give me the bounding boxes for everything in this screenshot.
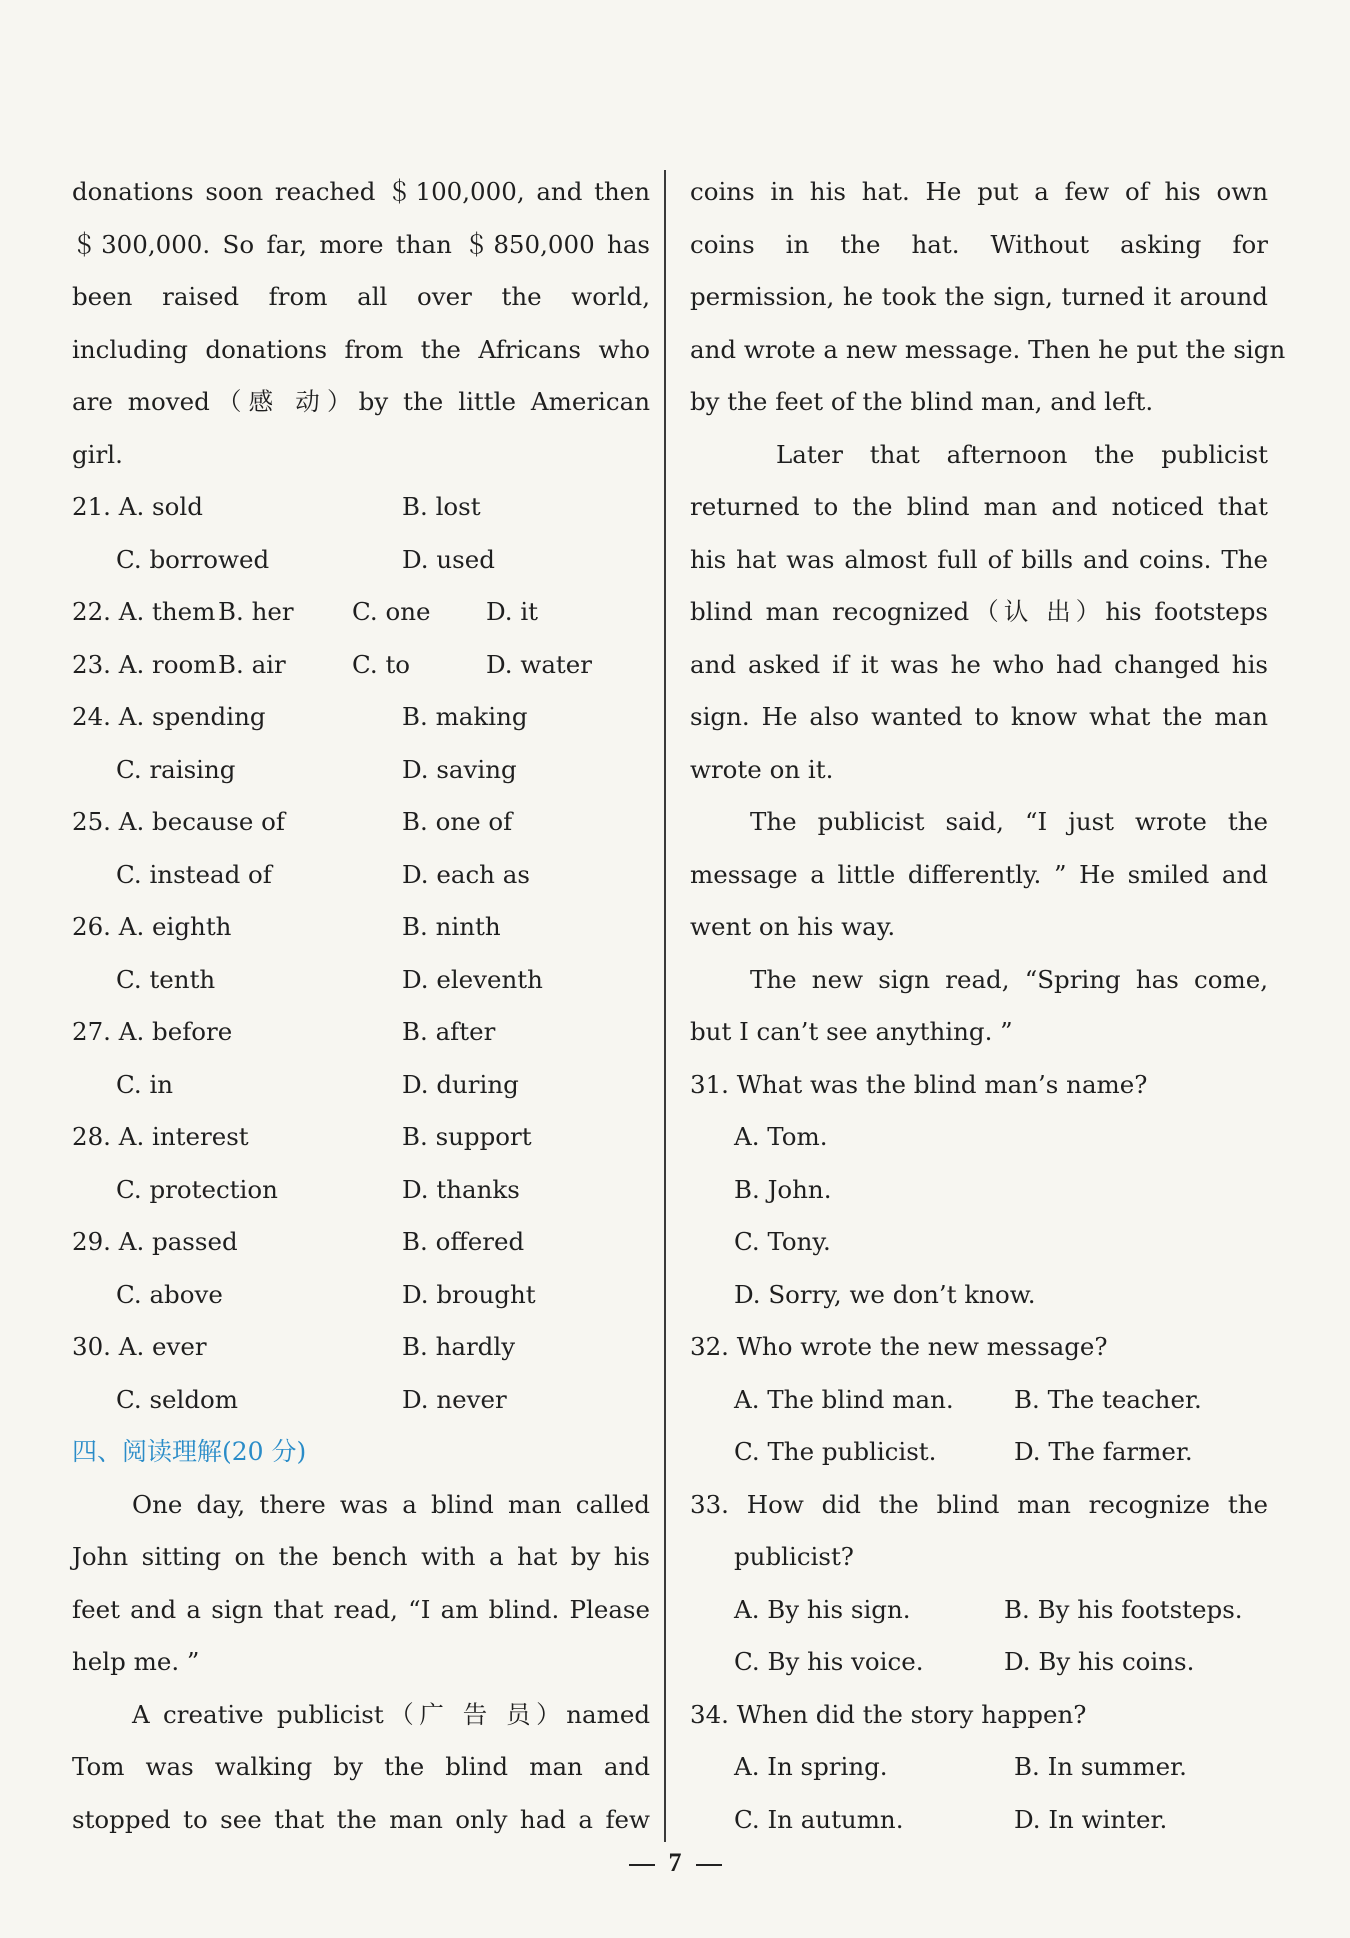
passage-line: girl. [72,439,123,469]
dash-right [696,1864,722,1866]
reading-line: but I can’t see anything. ” [690,1017,1013,1046]
section-heading [72,1426,650,1479]
option-b: B. offered [402,1227,525,1256]
option-b: B. The teacher. [1014,1384,1202,1414]
reading-line: went on his way. [690,912,896,941]
question-31: 31. What was the blind man’s name? [690,1069,1148,1099]
option-c: C. in [116,1069,174,1099]
reading-line: John sitting on the bench with a hat by his [72,1542,650,1571]
section-score: (20 分) [222,1437,307,1466]
question-22-row [72,586,650,639]
question-24-row-2 [72,744,650,797]
option-b: B. ninth [402,912,501,941]
left-column [72,166,650,1846]
option-b: B. John. [734,1174,832,1204]
reading-line: wrote on it. [690,754,834,784]
option-d: D. In winter. [1014,1804,1168,1834]
reading-line: Later that afternoon the publicist [776,439,1268,469]
reading-line: coins in his hat. He put a few of his own [690,177,1268,206]
option-d: D. never [402,1384,507,1414]
passage-line: are moved（感 动）by the little American [72,387,650,416]
question-34-row-2 [690,1794,1268,1847]
question-21-row-1 [72,481,650,534]
page-number: 7 [668,1848,682,1877]
option-c: C. In autumn. [734,1804,904,1834]
option-c: C. above [116,1279,223,1309]
question-26-row-1 [72,901,650,954]
option-d: D. Sorry, we don’t know. [734,1279,1036,1309]
option-d: D. brought [402,1279,536,1309]
option-c: C. protection [116,1174,278,1204]
option-d: D. during [402,1069,519,1099]
question-34: 34. When did the story happen? [690,1699,1087,1729]
reading-line: One day, there was a blind man called [132,1489,650,1519]
reading-line: The publicist said, “I just wrote the [750,807,1268,836]
option-a: 29. A. passed [72,1227,238,1256]
reading-line: feet and a sign that read, “I am blind. Please [72,1594,650,1624]
option-c: C. The publicist. [734,1437,937,1466]
reading-line: blind man recognized（认 出）his footsteps [690,597,1268,626]
question-21-row-2 [72,534,650,587]
option-b: B. hardly [402,1332,516,1361]
option-a: 26. A. eighth [72,912,232,941]
reading-line: by the feet of the blind man, and left. [690,387,1154,416]
question-30-row-2 [72,1374,650,1427]
option-a: 30. A. ever [72,1332,207,1361]
question-32: 32. Who wrote the new message? [690,1332,1108,1361]
option-c: C. seldom [116,1384,239,1414]
option-d: D. it [486,597,539,626]
question-30-row-1 [72,1321,650,1374]
option-a: 23. A. room [72,649,217,679]
option-d: D. eleventh [402,964,543,994]
passage-line: donations soon reached ＄100,000, and then [72,177,650,206]
reading-line: stopped to see that the man only had a few [72,1804,650,1834]
question-27-row-1 [72,1006,650,1059]
option-c: C. tenth [116,964,216,994]
question-28-row-2 [72,1164,650,1217]
reading-line: help me. ” [72,1647,200,1676]
option-a: A. By his sign. [734,1594,911,1624]
option-b: B. air [218,649,286,679]
question-25-row-2 [72,849,650,902]
option-c: C. one [352,597,431,626]
option-c: C. Tony. [734,1227,831,1256]
option-b: B. after [402,1017,496,1046]
option-a: A. sold [118,492,203,521]
option-c: C. raising [116,754,236,784]
question-33-cont: publicist? [734,1542,854,1571]
page-number-footer [0,1848,1350,1878]
reading-line: coins in the hat. Without asking for [690,229,1268,259]
question-32-row-2 [690,1426,1268,1479]
option-a: 24. A. spending [72,702,266,731]
reading-line: permission, he took the sign, turned it around [690,282,1268,311]
option-b: B. making [402,702,528,731]
question-number: 21. [72,492,111,521]
passage-line: including donations from the Africans who [72,334,650,364]
option-a: 25. A. because of [72,807,285,836]
option-c: C. borrowed [116,544,270,574]
option-d: D. water [486,649,592,679]
dash-left [629,1864,655,1866]
option-c: C. instead of [116,859,272,889]
option-b: B. By his footsteps. [1004,1594,1243,1624]
option-a: A. In spring. [734,1752,888,1781]
option-d: D. saving [402,754,517,784]
question-25-row-1 [72,796,650,849]
question-33-row-1 [690,1584,1268,1637]
reading-line: his hat was almost full of bills and coins. The [690,544,1268,574]
option-b: B. one of [402,807,513,836]
option-a: 22. A. them [72,597,216,626]
option-b: B. her [218,597,294,626]
reading-line: and wrote a new message. Then he put the sign [690,334,1286,364]
option-b: B. In summer. [1014,1752,1187,1781]
reading-line: A creative publicist（广 告 员）named [132,1699,650,1729]
reading-line: The new sign read, “Spring has come, [750,964,1268,994]
passage-line: ＄300,000. So far, more than ＄850,000 has [72,229,650,259]
option-d: D. each as [402,859,530,889]
option-c: C. By his voice. [734,1647,924,1676]
question-29-row-2 [72,1269,650,1322]
option-c: C. to [352,649,411,679]
question-34-row-1 [690,1741,1268,1794]
question-28-row-1 [72,1111,650,1164]
question-33-row-2 [690,1636,1268,1689]
question-27-row-2 [72,1059,650,1112]
option-d: D. used [402,544,495,574]
option-a: 27. A. before [72,1017,233,1046]
reading-line: message a little differently. ” He smiled and [690,859,1268,889]
option-a: A. Tom. [734,1122,828,1151]
option-b: B. lost [402,492,481,521]
question-26-row-2 [72,954,650,1007]
option-d: D. The farmer. [1014,1437,1193,1466]
question-29-row-1 [72,1216,650,1269]
option-d: D. thanks [402,1174,520,1204]
question-33: 33. How did the blind man recognize the [690,1489,1268,1519]
passage-line: been raised from all over the world, [72,282,650,311]
reading-line: and asked if it was he who had changed his [690,649,1268,679]
reading-line: sign. He also wanted to know what the man [690,702,1268,731]
reading-line: Tom was walking by the blind man and [72,1752,650,1781]
column-divider [664,170,666,1842]
question-24-row-1 [72,691,650,744]
section-title: 四、阅读理解 [72,1437,223,1466]
option-b: B. support [402,1122,532,1151]
right-column [690,166,1286,1846]
reading-line: returned to the blind man and noticed that [690,492,1268,521]
option-a: 28. A. interest [72,1122,249,1151]
option-d: D. By his coins. [1004,1647,1195,1676]
option-a: A. The blind man. [734,1384,954,1414]
question-23-row [72,639,650,692]
question-32-row-1 [690,1374,1268,1427]
